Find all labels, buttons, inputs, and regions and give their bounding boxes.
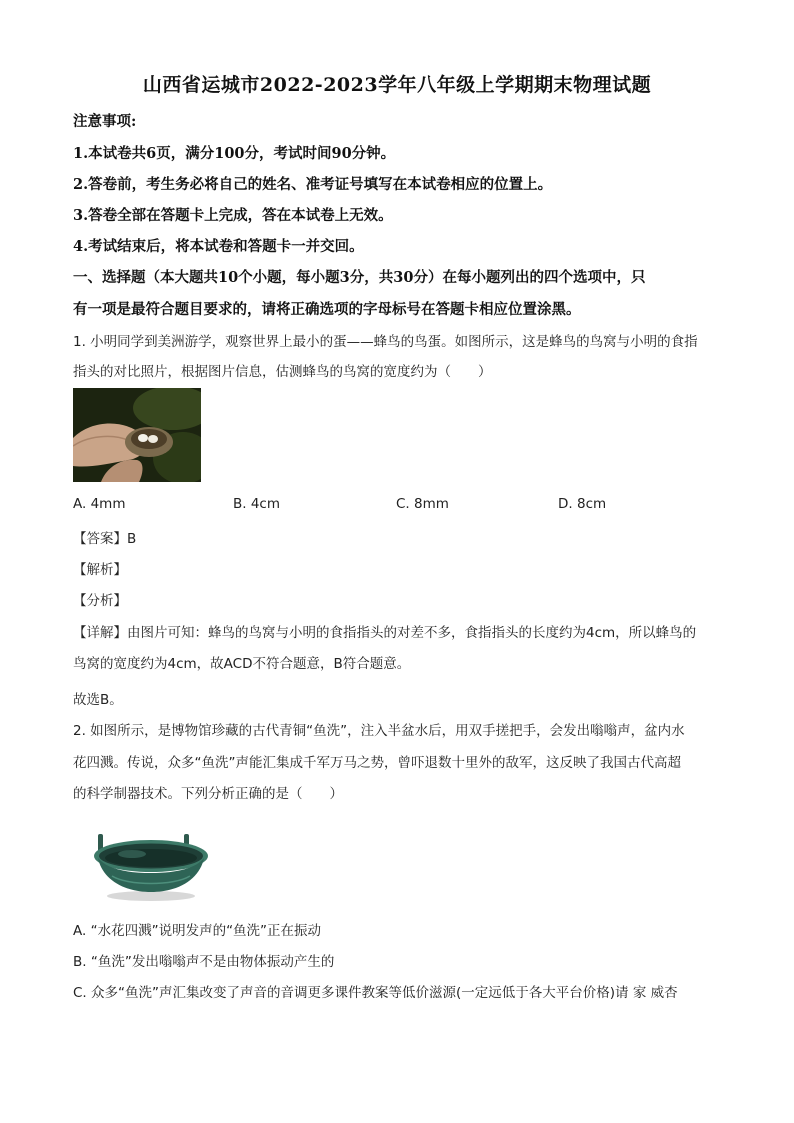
q2-option-c: C. 众多“鱼洗”声汇集改变了声音的音调更多课件教案等低价滋源(一定远低于各大平台价格)请 家 威杏 bbox=[73, 985, 678, 1001]
notice-item-3: 3.答卷全部在答题卡上完成，答在本试卷上无效。 bbox=[73, 207, 393, 224]
q1-conclusion: 故选B。 bbox=[73, 692, 123, 708]
nest-photo-illustration bbox=[73, 388, 201, 482]
q2-stem-line1: 2. 如图所示，是博物馆珍藏的古代青铜“鱼洗”，注入半盆水后，用双手搓把手，会发出嗡嗡声，盆内水 bbox=[73, 723, 685, 739]
q1-fenxi-label: 【分析】 bbox=[73, 593, 127, 609]
q2-option-b: B. “鱼洗”发出嗡嗡声不是由物体振动产生的 bbox=[73, 954, 335, 970]
q1-jiexi-label: 【解析】 bbox=[73, 562, 127, 578]
q1-option-c: C. 8mm bbox=[396, 496, 449, 512]
page-title: 山西省运城市2022-2023学年八年级上学期期末物理试题 bbox=[142, 74, 652, 96]
q2-stem-line3: 的科学制器技术。下列分析正确的是（ ） bbox=[73, 786, 343, 802]
section1-instruction-line2: 有一项是最符合题目要求的，请将正确选项的字母标号在答题卡相应位置涂黑。 bbox=[73, 301, 581, 318]
q1-option-d: D. 8cm bbox=[558, 496, 607, 512]
bronze-basin-illustration bbox=[92, 832, 210, 902]
notice-heading: 注意事项: bbox=[73, 113, 137, 130]
hummingbird-nest-photo bbox=[73, 388, 201, 482]
q1-option-a: A. 4mm bbox=[73, 496, 126, 512]
q1-option-b: B. 4cm bbox=[233, 496, 281, 512]
bronze-basin-photo bbox=[92, 832, 210, 902]
q1-detail-line1: 【详解】由图片可知：蜂鸟的鸟窝与小明的食指指头的对差不多，食指指头的长度约为4cm，所以蜂鸟的 bbox=[73, 625, 697, 641]
q1-stem-line1: 1. 小明同学到美洲游学，观察世界上最小的蛋——蜂鸟的鸟蛋。如图所示，这是蜂鸟的鸟窝与小明的食指 bbox=[73, 334, 698, 350]
q2-stem-line2: 花四溅。传说，众多“鱼洗”声能汇集成千军万马之势，曾吓退数十里外的敌军，这反映了我国古代高超 bbox=[73, 755, 681, 771]
notice-item-4: 4.考试结束后，将本试卷和答题卡一并交回。 bbox=[73, 238, 364, 255]
notice-item-2: 2.答卷前，考生务必将自己的姓名、准考证号填写在本试卷相应的位置上。 bbox=[73, 176, 553, 193]
section1-instruction-line1: 一、选择题（本大题共10个小题，每小题3分，共30分）在每小题列出的四个选项中，只 bbox=[73, 269, 646, 286]
q2-option-a: A. “水花四溅”说明发声的“鱼洗”正在振动 bbox=[73, 923, 322, 939]
q1-stem-line2: 指头的对比照片，根据图片信息，估测蜂鸟的鸟窝的宽度约为（ ） bbox=[73, 364, 492, 380]
q1-detail-line2: 鸟窝的宽度约为4cm，故ACD不符合题意，B符合题意。 bbox=[73, 656, 411, 672]
notice-item-1: 1.本试卷共6页，满分100分，考试时间90分钟。 bbox=[73, 145, 396, 162]
q1-answer: 【答案】B bbox=[73, 531, 137, 547]
